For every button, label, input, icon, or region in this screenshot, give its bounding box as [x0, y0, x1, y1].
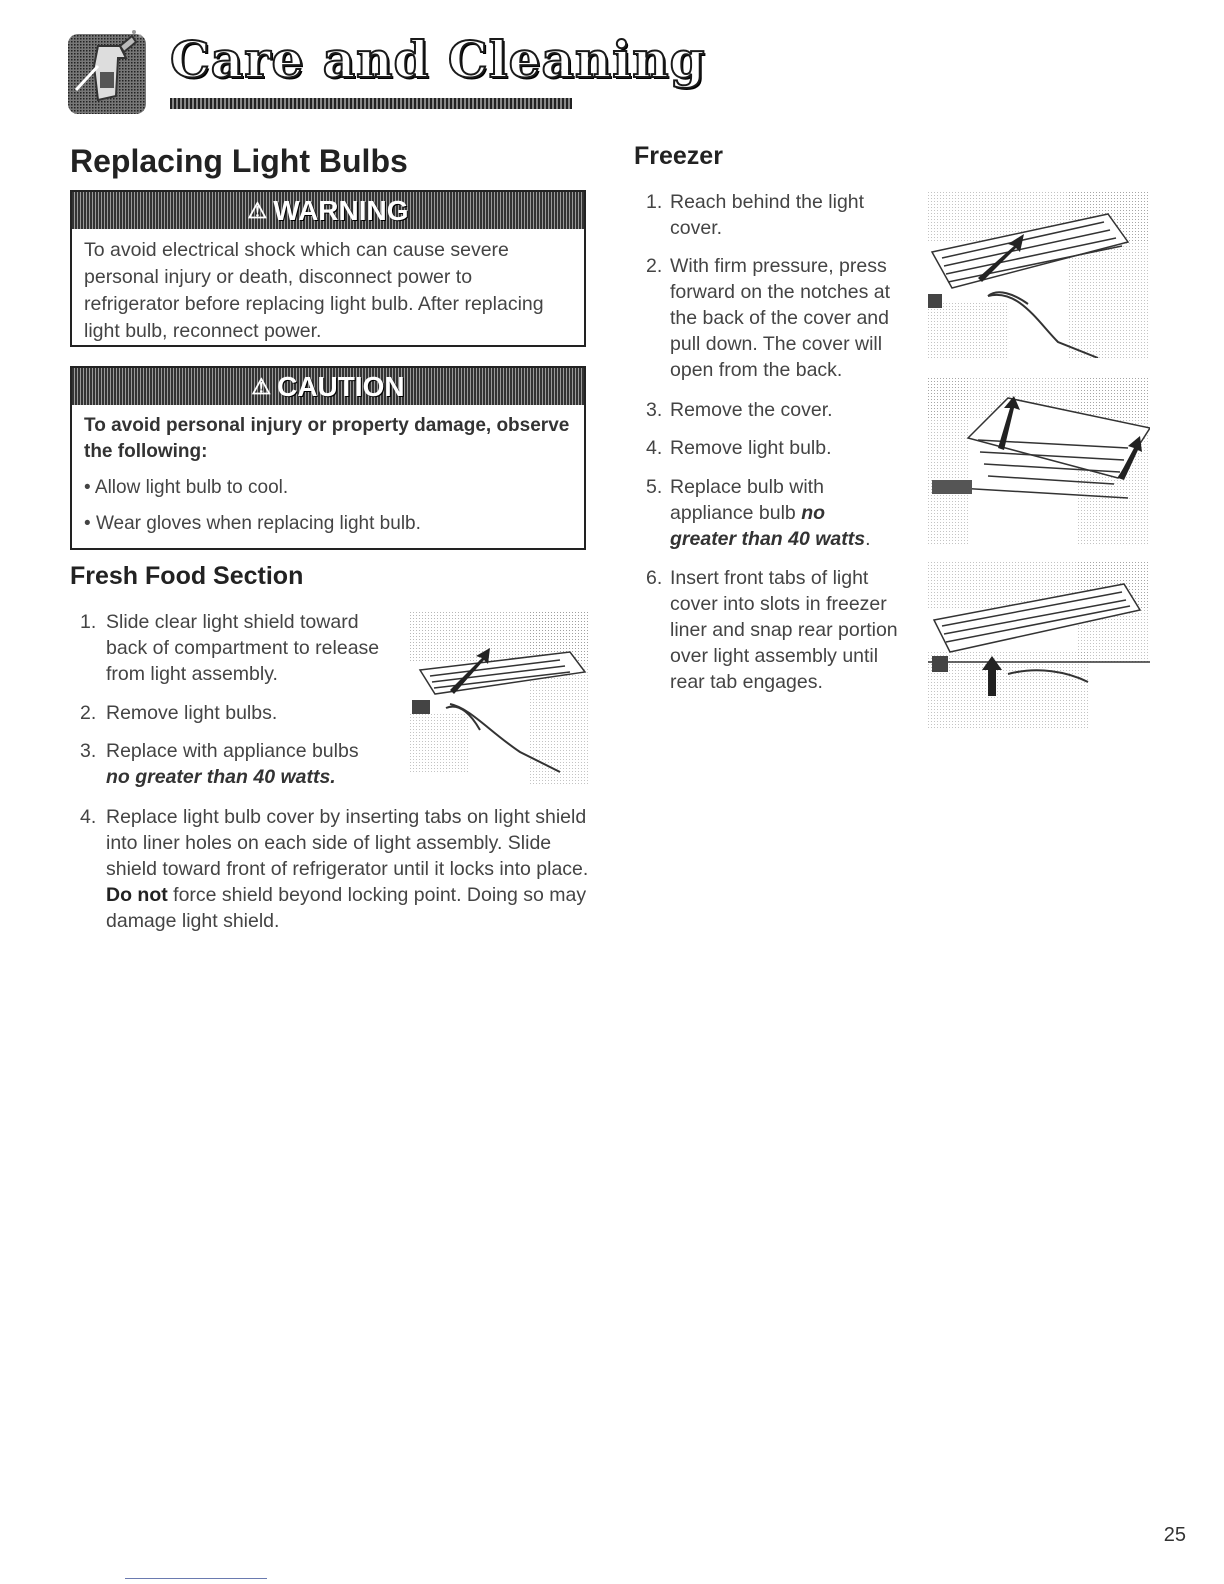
freezer-step-2: 2. With firm pressure, press forward on the notches at the back of the cover and pull down. The cover will open from the back. — [646, 255, 891, 381]
fresh-step-3: 3. Replace with appliance bulbs no greater than 40 watts. — [80, 740, 359, 788]
warning-text: To avoid electrical shock which can cause severe personal injury or death, disconnect power to refrigerator before replacing light bulb. After replacing light bulb, reconnect power. — [84, 239, 544, 342]
freezer-cover-press-illustration — [928, 192, 1150, 358]
fresh-step-4: 4. Replace light bulb cover by inserting tabs on light shield into liner holes on each side of light assembly. Slide shield toward front of refrigerator until it locks into place. Do not force shield beyond locking point. Doing so may damage light shield. — [80, 806, 589, 932]
section-title: Replacing Light Bulbs — [70, 143, 408, 179]
caution-heading: To avoid personal injury or property damage, observe the following: — [84, 415, 570, 462]
page-number: 25 — [1163, 1524, 1186, 1546]
caution-bullet: • Wear gloves when replacing light bulb. — [84, 513, 421, 534]
freezer-cover-insert-illustration — [928, 562, 1150, 730]
spray-bottle-icon — [68, 26, 148, 116]
freezer-step-4: 4. Remove light bulb. — [646, 437, 832, 459]
footer-rule — [125, 1578, 267, 1579]
freezer-title: Freezer — [634, 142, 723, 170]
freezer-step-6: 6. Insert front tabs of light cover into slots in freezer liner and snap rear portion over light assembly until rear tab engages. — [646, 567, 898, 693]
freezer-step-3: 3. Remove the cover. — [646, 399, 833, 421]
warning-triangle-icon: ⚠ — [247, 197, 268, 223]
freezer-step-1: 1. Reach behind the light cover. — [646, 191, 865, 239]
fresh-step-1: 1. Slide clear light shield toward back of compartment to release from light assembly. — [80, 611, 380, 685]
warning-label: WARNING — [273, 194, 409, 226]
caution-label: CAUTION — [277, 370, 405, 402]
caution-triangle-icon: ⚠ — [251, 373, 272, 399]
caution-banner — [72, 368, 584, 405]
freezer-cover-open-illustration — [928, 378, 1150, 544]
fresh-food-title: Fresh Food Section — [70, 562, 304, 590]
caution-bullet: • Allow light bulb to cool. — [84, 477, 289, 498]
freezer-step-5: 5. Replace bulb with appliance bulb no greater than 40 watts. — [646, 476, 871, 550]
header-rule — [170, 98, 572, 109]
caution-box — [70, 366, 586, 550]
page-header-title: Care and Cleaning — [170, 30, 706, 89]
warning-box — [70, 190, 586, 347]
warning-banner — [72, 192, 584, 229]
fresh-step-2: 2. Remove light bulbs. — [80, 702, 278, 724]
fresh-food-light-shield-illustration — [410, 612, 590, 784]
